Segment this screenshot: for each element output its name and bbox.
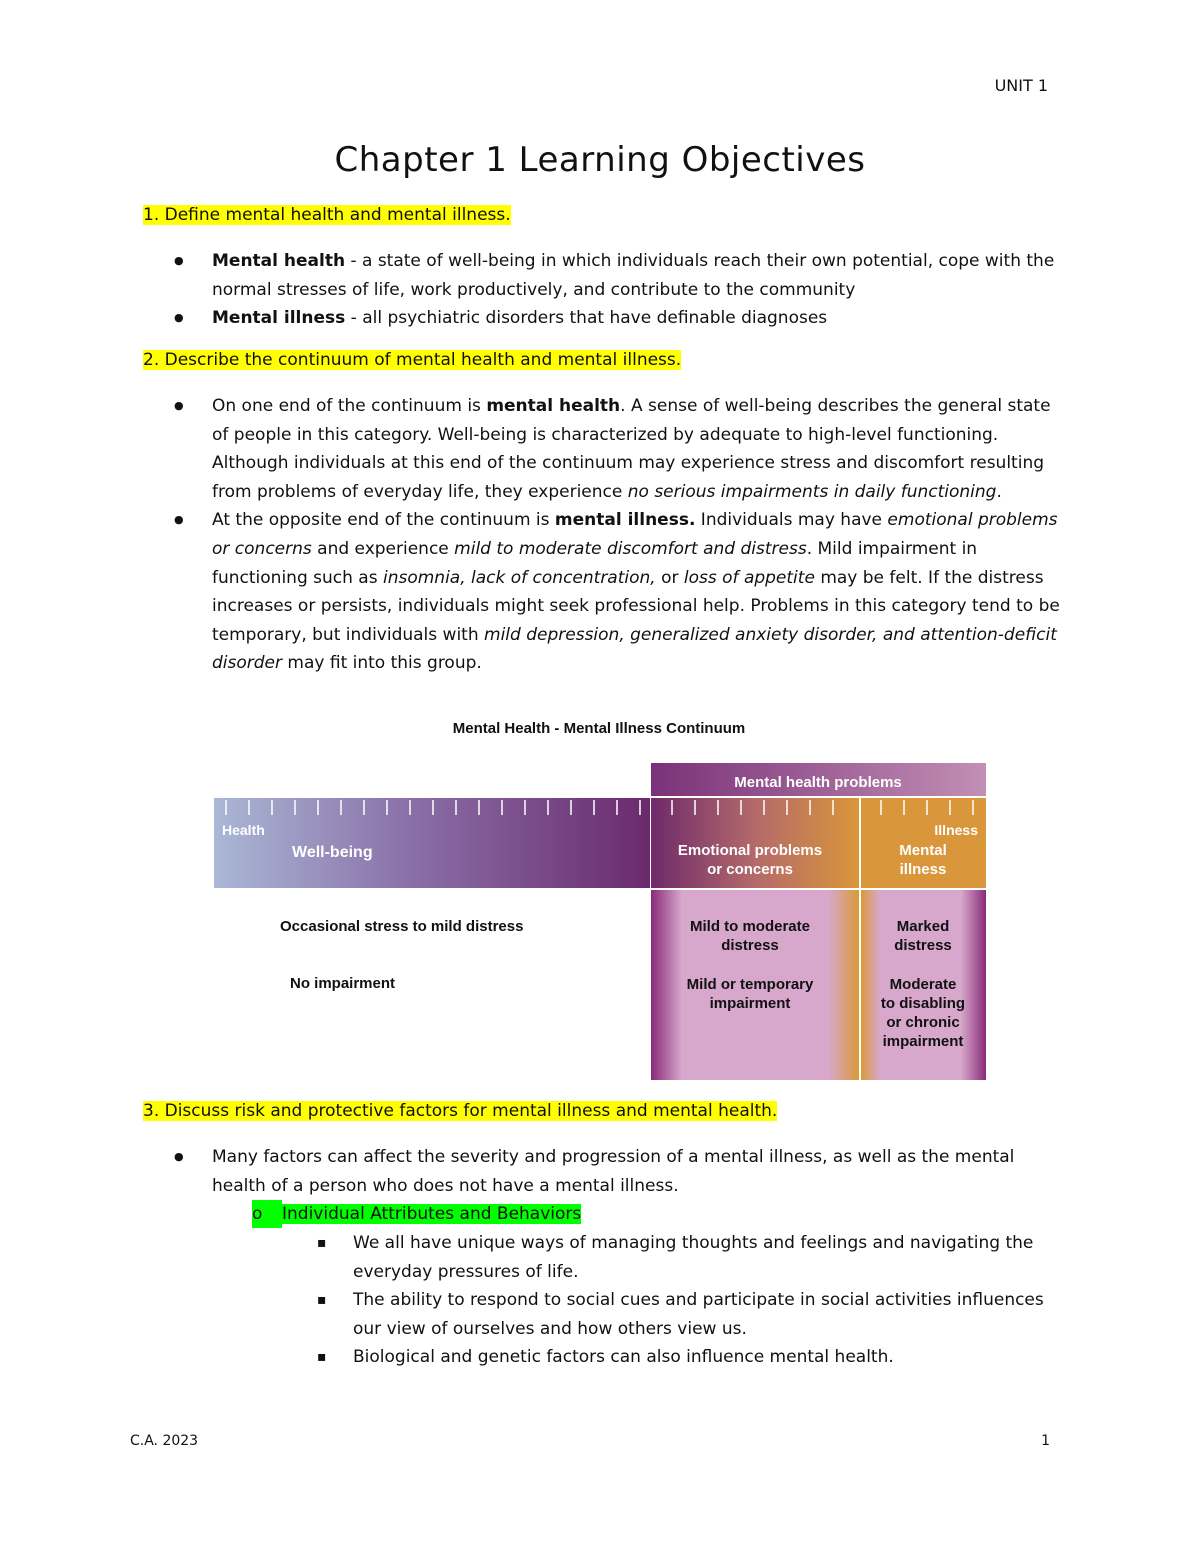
svg-text:or concerns: or concerns: [707, 861, 793, 878]
wellbeing-bar: [214, 798, 650, 888]
list-item: ● At the opposite end of the continuum is mental illness. Individuals may have emotional problems or concerns and experience mild to moderate discomfort and distress. Mild impairment in functioning such as insomnia, lack of concentration, or loss of appetite may be felt. If the distress increases or persists, individuals might seek professional help. Problems in this category tend to be temporary, but individuals with mild depression, generalized anxiety disorder, and attention-deficit disorder may fit into this group.: [170, 506, 1070, 678]
svg-text:Mild to moderate: Mild to moderate: [689, 918, 811, 935]
svg-text:to disabling: to disabling: [880, 995, 966, 1012]
svg-text:impairment: impairment: [882, 1033, 964, 1050]
continuum-list: [170, 392, 1070, 678]
svg-text:Mental: Mental: [899, 842, 947, 859]
svg-text:Emotional problems: Emotional problems: [677, 842, 823, 859]
list-item: ▪ We all have unique ways of managing thoughts and feelings and navigating the everyday pressures of life.: [313, 1229, 1073, 1286]
list-item: ● Mental illness - all psychiatric disorders that have definable diagnoses: [170, 304, 1070, 333]
objective-2: 2. Describe the continuum of mental health and mental illness.: [143, 350, 682, 370]
svg-text:No impairment: No impairment: [290, 975, 396, 992]
subheading-individual: o Individual Attributes and Behaviors: [252, 1200, 581, 1228]
diagram-title: Mental Health - Mental Illness Continuum: [452, 720, 746, 737]
svg-text:Marked: Marked: [896, 918, 950, 935]
page-number: 1: [1041, 1433, 1050, 1449]
svg-text:Well-being: Well-being: [292, 844, 373, 861]
svg-text:Occasional stress to mild dist: Occasional stress to mild distress: [280, 918, 524, 935]
objective-1: 1. Define mental health and mental illness.: [143, 205, 511, 225]
list-item: ● Mental health - a state of well-being in which individuals reach their own potential, cope with the normal stresses of life, work productively, and contribute to the community: [170, 247, 1070, 304]
footer-author: C.A. 2023: [130, 1433, 199, 1449]
risk-list: [170, 1143, 1070, 1200]
unit-label: UNIT 1: [994, 76, 1048, 95]
svg-text:Moderate: Moderate: [889, 976, 957, 993]
svg-text:Illness: Illness: [934, 822, 978, 838]
svg-text:impairment: impairment: [709, 995, 791, 1012]
svg-text:illness: illness: [899, 861, 947, 878]
page-title: Chapter 1 Learning Objectives: [334, 140, 866, 180]
list-item: ● Many factors can affect the severity and progression of a mental illness, as well as the mental health of a person who does not have a mental illness.: [170, 1143, 1070, 1200]
list-item: ▪ The ability to respond to social cues and participate in social activities influences our view of ourselves and how others view us.: [313, 1286, 1073, 1343]
svg-text:distress: distress: [721, 937, 779, 954]
objective-3: 3. Discuss risk and protective factors for mental illness and mental health.: [143, 1101, 778, 1121]
list-item: ● On one end of the continuum is mental health. A sense of well-being describes the general state of people in this category. Well-being is characterized by adequate to high-level functioning. Although individuals at this end of the continuum may experience stress and discomfort resulting from problems of everyday life, they experience no serious impairments in daily functioning.: [170, 392, 1070, 506]
individual-list: [313, 1229, 1073, 1372]
svg-text:distress: distress: [894, 937, 952, 954]
svg-text:Mental health problems: Mental health problems: [734, 774, 902, 791]
list-item: ▪ Biological and genetic factors can also influence mental health.: [313, 1343, 1073, 1372]
definitions-list: [170, 247, 1070, 333]
continuum-diagram: [212, 715, 988, 1083]
svg-text:or chronic: or chronic: [886, 1014, 960, 1031]
svg-text:Health: Health: [222, 822, 265, 838]
svg-text:Mild or temporary: Mild or temporary: [686, 976, 814, 993]
